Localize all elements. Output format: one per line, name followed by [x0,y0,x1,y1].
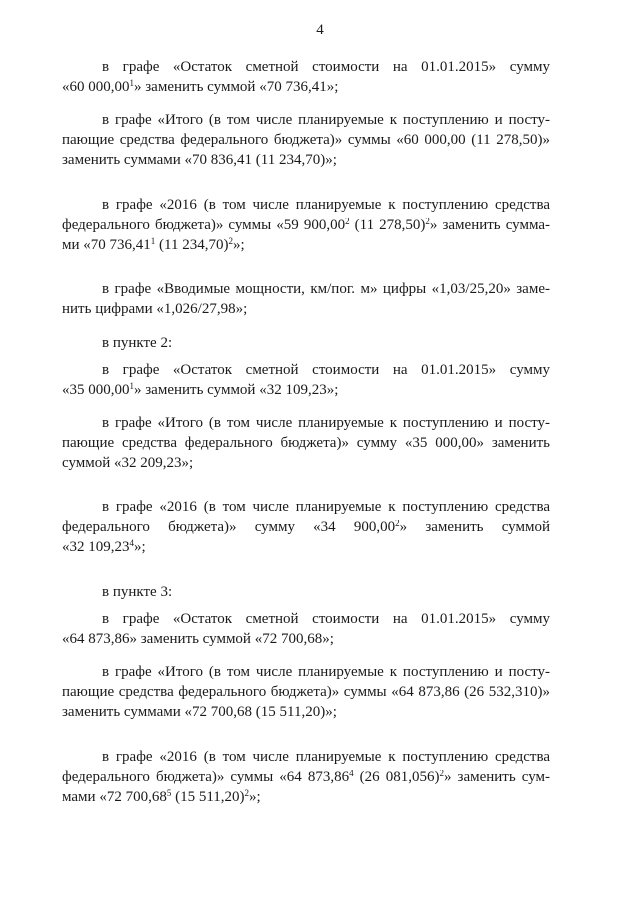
footnote-superscript: 1 [150,236,156,246]
paragraph-line [62,363,550,378]
paragraph-line [62,198,550,213]
text-run: пающие средства федерального бюджета)» суммы «60 000,00 (11 278,50)» [62,133,550,148]
text-run: » заменить сум- [443,770,550,785]
text-run: в графе «Остаток сметной стоимости на 01.01.2015» сумму [102,60,550,75]
text-run: пающие средства федерального бюджета)» сумму «35 000,00» заменить [62,436,550,451]
paragraph-line [62,133,550,148]
text-run: в графе «2016 (в том числе планируемые к поступлению средства [102,750,550,765]
text-run: в графе «Итого (в том числе планируемые к поступлению и посту- [102,416,550,431]
paragraph-line [62,685,550,700]
text-run: в графе «Остаток сметной стоимости на 01.01.2015» сумму [102,363,550,378]
paragraph-line [62,238,550,253]
footnote-superscript: 4 [129,538,134,548]
paragraph-12 [62,750,550,805]
paragraph-line [62,416,550,431]
text-run: (11 278,50) [349,218,426,233]
paragraph-line [62,540,550,555]
text-run: (15 511,20) [171,789,245,805]
paragraph-line [62,456,550,471]
text-run: в графе «2016 (в том числе планируемые к поступлению средства [102,500,550,515]
paragraph-line [62,383,550,398]
paragraph-5 [62,336,550,351]
paragraph-8 [62,500,550,555]
text-run: в пункте 3: [102,584,173,600]
text-run: в графе «Итого (в том числе планируемые к поступлению и посту- [102,113,550,128]
paragraph-line [62,750,550,765]
text-run: в графе «2016 (в том числе планируемые к поступлению средства [102,198,550,213]
paragraph-6 [62,363,550,398]
text-run: федерального бюджета)» суммы «59 900,00 [62,218,346,233]
text-run: «35 000,00 [62,382,130,398]
text-run: (11 234,70) [155,237,229,253]
footnote-superscript: 4 [349,770,354,778]
text-run: »; [232,237,245,253]
paragraph-line [62,218,550,233]
page-number: 4 [316,22,324,38]
paragraph-line [62,282,550,297]
paragraph-line [62,336,550,351]
text-run: «60 000,00 [62,79,130,95]
footnote-superscript: 2 [228,236,233,246]
paragraph-line [62,705,550,720]
text-run: » заменить суммой [399,520,550,535]
text-run: заменить суммами «70 836,41 (11 234,70)»; [62,152,337,168]
footnote-superscript: 2 [244,788,250,798]
paragraph-line [62,500,550,515]
text-run: «32 109,23 [62,539,130,555]
paragraph-line [62,520,550,535]
paragraph-line [62,60,550,75]
text-run: «64 873,86» заменить суммой «72 700,68»; [62,631,334,647]
paragraph-line [62,436,550,451]
text-run: »; [134,539,146,555]
paragraph-3 [62,198,550,253]
footnote-superscript: 1 [129,78,134,88]
text-run: » заменить суммой «32 109,23»; [134,382,339,398]
paragraph-line [62,770,550,785]
text-run: » заменить сумма- [429,218,550,233]
text-run: федерального бюджета)» суммы «64 873,86 [62,770,350,785]
text-run: заменить суммами «72 700,68 (15 511,20)»; [62,704,337,720]
text-run: суммой «32 209,23»; [62,455,194,471]
paragraph-line [62,80,550,95]
text-run: мами «72 700,68 [62,789,167,805]
text-run: в графе «Остаток сметной стоимости на 01.01.2015» сумму [102,612,550,627]
text-run: » заменить суммой «70 736,41»; [134,79,339,95]
text-run: (26 081,056) [353,770,440,785]
footnote-superscript: 2 [345,218,350,226]
text-run: нить цифрами «1,026/27,98»; [62,301,248,317]
paragraph-4 [62,282,550,317]
paragraph-line [62,302,550,317]
paragraph-line [62,790,550,805]
paragraph-7 [62,416,550,471]
paragraph-line [62,612,550,627]
paragraph-10 [62,612,550,647]
paragraph-1 [62,60,550,95]
footnote-superscript: 1 [129,381,134,391]
text-run: ми «70 736,41 [62,237,151,253]
paragraph-line [62,153,550,168]
paragraph-line [62,585,550,600]
footnote-superscript: 2 [425,218,430,226]
paragraph-line [62,113,550,128]
text-run: федерального бюджета)» сумму «34 900,00 [62,520,396,535]
footnote-superscript: 5 [166,788,172,798]
footnote-superscript: 2 [439,770,444,778]
paragraph-9 [62,585,550,600]
footnote-superscript: 2 [395,520,400,528]
text-run: в графе «Итого (в том числе планируемые к поступлению и посту- [102,665,550,680]
text-run: пающие средства федерального бюджета)» суммы «64 873,86 (26 532,310)» [62,685,550,700]
paragraph-line [62,665,550,680]
paragraph-2 [62,113,550,168]
paragraph-11 [62,665,550,720]
paragraph-line [62,632,550,647]
text-run: в пункте 2: [102,335,173,351]
text-run: »; [249,789,261,805]
text-run: в графе «Вводимые мощности, км/пог. м» цифры «1,03/25,20» заме- [102,282,550,297]
